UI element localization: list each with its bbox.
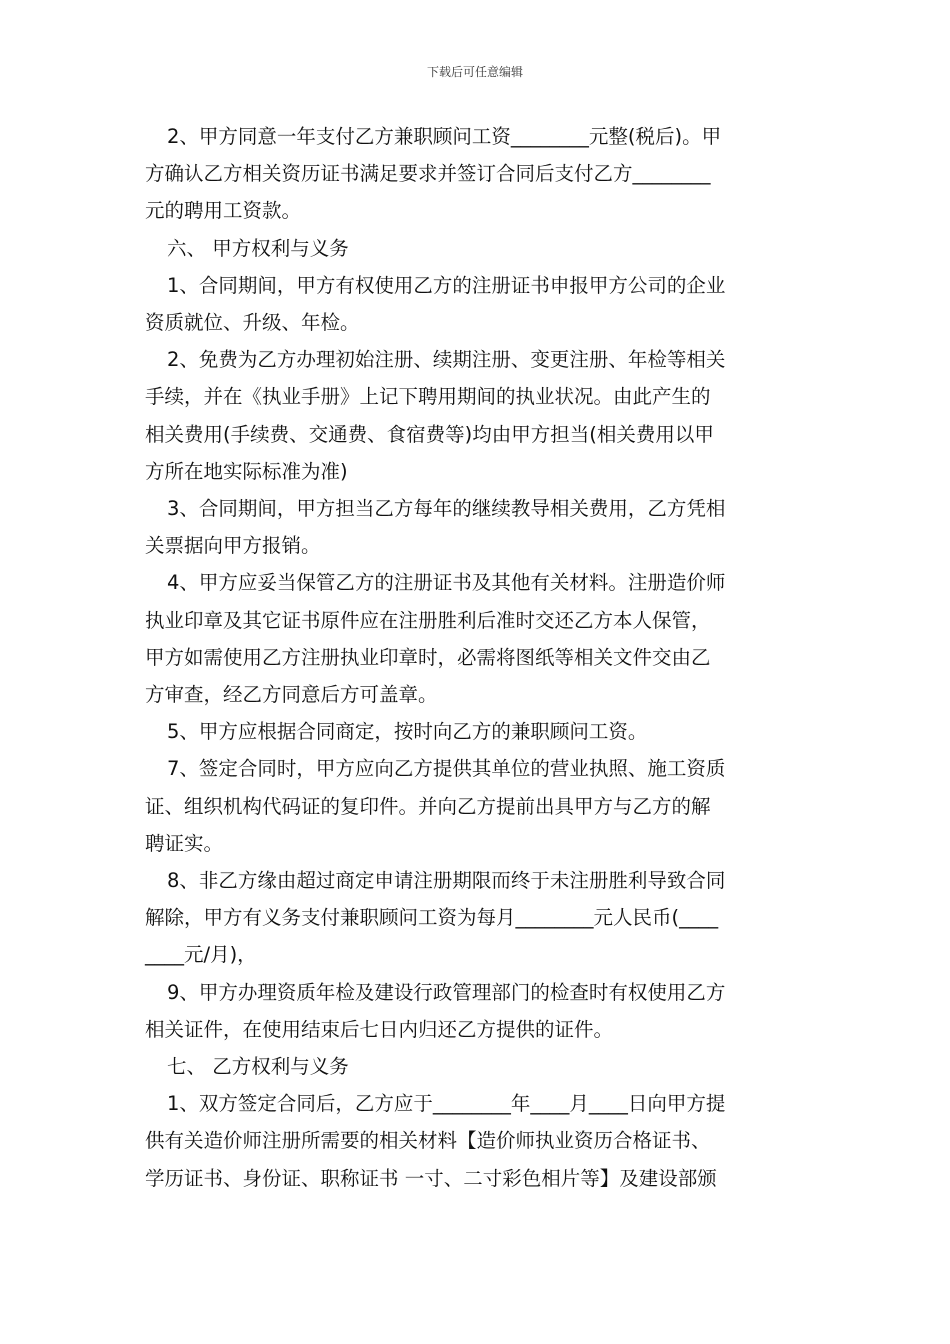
page-header: 下载后可任意编辑 [426, 65, 523, 79]
text-line: 学历证书、身份证、职称证书 一寸、二寸彩色相片等】及建设部颁 [145, 1166, 717, 1190]
paragraph [145, 490, 807, 564]
paragraph [145, 713, 807, 750]
text-line: 3、合同期间，甲方担当乙方每年的继续教导相关费用，乙方凭相 [167, 497, 726, 521]
paragraph [145, 118, 807, 230]
text-line: 方所在地实际标准为准) [145, 459, 348, 483]
paragraph [145, 1085, 807, 1197]
text-line: 相关证件，在使用结束后七日内归还乙方提供的证件。 [145, 1017, 614, 1041]
text-line: 2、甲方同意一年支付乙方兼职顾问工资________元整(税后)。甲 [167, 125, 722, 148]
text-line: 5、甲方应根据合同商定，按时向乙方的兼职顾问工资。 [167, 720, 648, 744]
text-line: 六、 甲方权利与义务 [167, 236, 349, 260]
paragraph [145, 341, 807, 490]
text-line: 9、甲方办理资质年检及建设行政管理部门的检查时有权使用乙方 [167, 980, 726, 1004]
text-line: ____元/月)， [145, 943, 257, 967]
text-line: 1、双方签定合同后，乙方应于________年____月____日向甲方提 [167, 1092, 726, 1116]
text-line: 8、非乙方缘由超过商定申请注册期限而终于未注册胜利导致合同 [167, 869, 726, 893]
text-line: 关票据向甲方报销。 [145, 534, 321, 558]
text-line: 聘证实。 [145, 831, 224, 855]
text-line: 手续，并在《执业手册》上记下聘用期间的执业状况。由此产生的 [145, 385, 711, 409]
text-line: 元的聘用工资款。 [145, 199, 302, 223]
paragraph [145, 1048, 807, 1085]
paragraph [145, 862, 807, 974]
paragraph [145, 267, 807, 341]
text-line: 2、免费为乙方办理初始注册、续期注册、变更注册、年检等相关 [167, 348, 726, 372]
text-line: 4、甲方应妥当保管乙方的注册证书及其他有关材料。注册造价师 [167, 571, 726, 595]
text-line: 供有关造价师注册所需要的相关材料【造价师执业资历合格证书、 [145, 1129, 711, 1153]
text-line: 方确认乙方相关资历证书满足要求并签订合同后支付乙方________ [145, 162, 711, 186]
text-line: 执业印章及其它证书原件应在注册胜利后准时交还乙方本人保管， [145, 608, 711, 632]
paragraph [145, 230, 807, 267]
text-line: 证、组织机构代码证的复印件。并向乙方提前出具甲方与乙方的解 [145, 794, 711, 818]
text-line: 七、 乙方权利与义务 [167, 1055, 349, 1079]
text-line: 资质就位、升级、年检。 [145, 311, 360, 335]
text-line: 1、合同期间，甲方有权使用乙方的注册证书申报甲方公司的企业 [167, 273, 726, 297]
text-line: 甲方如需使用乙方注册执业印章时，必需将图纸等相关文件交由乙 [145, 645, 711, 669]
text-line: 解除，甲方有义务支付兼职顾问工资为每月________元人民币(____ [145, 906, 719, 930]
text-line: 相关费用(手续费、交通费、食宿费等)均由甲方担当(相关费用以甲 [145, 422, 714, 446]
text-line: 7、签定合同时，甲方应向乙方提供其单位的营业执照、施工资质 [167, 757, 726, 781]
paragraph [145, 564, 807, 713]
text-line: 方审查，经乙方同意后方可盖章。 [145, 683, 438, 707]
paragraph [145, 974, 807, 1048]
paragraph [145, 750, 807, 862]
document-body [145, 118, 807, 1197]
